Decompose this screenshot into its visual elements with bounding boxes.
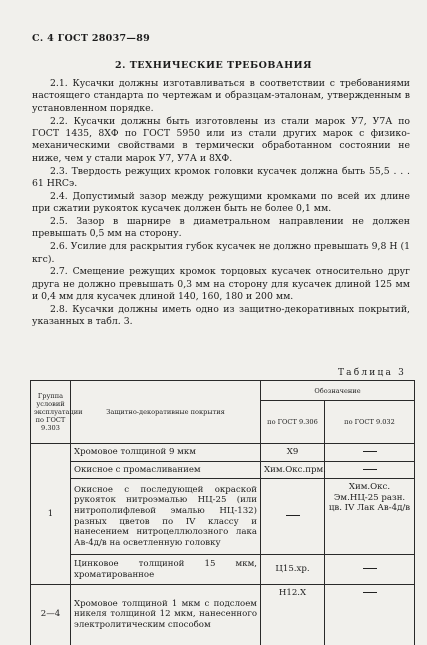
paragraph-2-5: 2.5. Зазор в шарнире в диаметральном направлении не должен превышать 0,5 мм на сторону. [32,216,410,240]
cell-code: Н12.Х [261,585,325,645]
cell-code [261,479,325,555]
header-group: Группа условий эксплуатации по ГОСТ 9.303 [31,381,71,444]
dash-mark [363,451,377,452]
cell-coating: Хромовое толщиной 9 мкм [71,444,261,462]
header-gost-9306: по ГОСТ 9.306 [261,401,325,444]
dash-mark [363,592,377,593]
dash-mark [363,568,377,569]
coatings-table [30,380,415,645]
header-designation: Обозначение [261,381,415,401]
running-head: С. 4 ГОСТ 28037—89 [32,33,151,44]
paragraph-2-7: 2.7. Смещение режущих кромок торцовых кусачек относительно друг друга не должно превышать 0,3 мм на сторону для кусачек длиной 125 мм и 0,4 мм для кусачек длиной 140, 160, 180 и 200 мм. [32,266,410,303]
requirements-text [32,78,410,329]
paragraph-2-1: 2.1. Кусачки должны изготавливаться в соответствии с требованиями настоящего стандарта по чертежам и образцам-эталонам, утвержденным в установленном порядке. [32,78,410,114]
table-row [31,444,415,462]
paragraph-2-8: 2.8. Кусачки должны иметь одно из защитно-декоративных покрытий, указанных в табл. 3. [32,304,410,328]
paragraph-2-4: 2.4. Допустимый зазор между режущими кромками по всей их длине при сжатии рукояток кусачек должен быть не более 0,1 мм. [32,190,410,215]
cell-code2 [325,444,415,462]
table-row [31,462,415,479]
cell-coating: Цинковое толщиной 15 мкм, хроматированное [71,555,261,585]
table-caption: Таблица 3 [337,368,406,378]
cell-code2 [325,555,415,585]
cell-code2: Хим.Окс. Эм.НЦ-25 разн. цв. IV Лак Ав-4д/в [325,479,415,555]
cell-code: Ц15.хр. [261,555,325,585]
cell-coating: Окисное с промасливанием [71,462,261,479]
cell-group: 1 [31,444,71,585]
cell-coating: Хромовое толщиной 1 мкм с подслоем никеля толщиной 12 мкм, нанесенного электролитическим способом [71,585,261,645]
paragraph-2-3: 2.3. Твердость режущих кромок головки кусачек должна быть 55,5 . . . 61 HRCэ. [32,165,410,190]
cell-code: Х9 [261,444,325,462]
paragraph-2-2: 2.2. Кусачки должны быть изготовлены из стали марок У7, У7А по ГОСТ 1435, 8ХФ по ГОСТ 5950 или из стали других марок с физико-механическими свойствами в термически обработанном состоянии не ниже, чем у стали марок У7, У7А и 8ХФ. [32,115,410,164]
dash-mark [286,515,300,516]
table-row [31,479,415,555]
cell-coating: Окисное с последующей окраской рукояток нитроэмалью НЦ-25 (или нитрополифлевой эмалью НЦ-132) разных цветов по IV классу и нанесением нитроцеллюлозного лака Ав-4д/в на осветленную головку [71,479,261,555]
section-title: 2. ТЕХНИЧЕСКИЕ ТРЕБОВАНИЯ [115,60,312,71]
dash-mark [363,469,377,470]
table-header-row [31,381,415,401]
cell-code: Хим.Окс.прм. [261,462,325,479]
cell-code2 [325,585,415,645]
table-row [31,555,415,585]
header-coating: Защитно-декоративные покрытия [71,381,261,444]
cell-code2 [325,462,415,479]
cell-group: 2—4 [31,585,71,645]
table-row [31,585,415,645]
paragraph-2-6: 2.6. Усилие для раскрытия губок кусачек не должно превышать 9,8 Н (1 кгс). [32,241,410,265]
header-gost-9032: по ГОСТ 9.032 [325,401,415,444]
